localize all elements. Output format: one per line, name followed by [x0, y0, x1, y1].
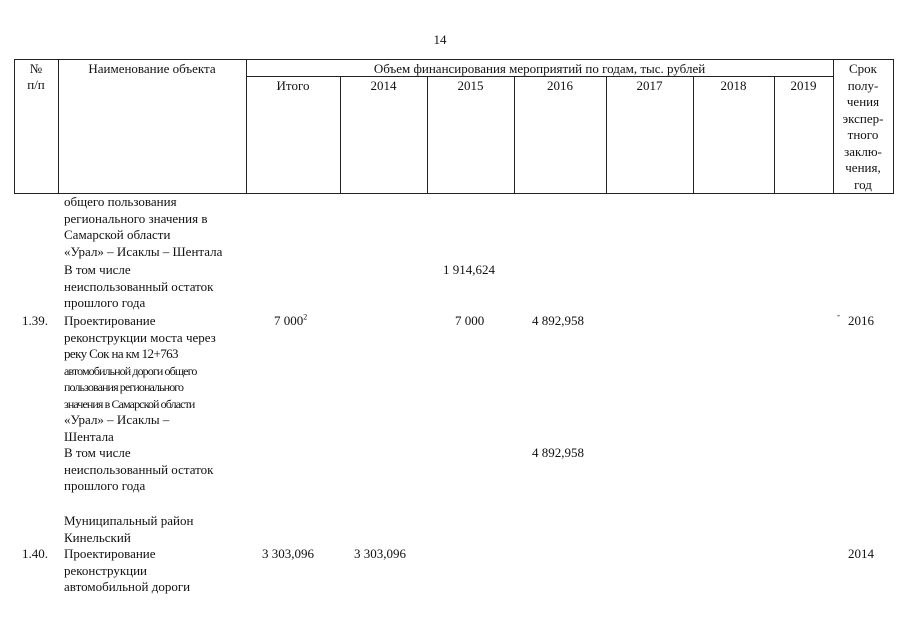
row-140-total: 3 303,096 [262, 546, 314, 561]
header-deadline: Срок полу- чения экспер- тного заклю- чения, год [842, 61, 884, 192]
row-139-deadline-mark: - [837, 310, 840, 320]
header-year-2017: 2017 [636, 78, 663, 93]
row-140-deadline: 2014 [848, 546, 874, 561]
header-funding: Объем финансирования мероприятий по годам, тыс. рублей [373, 61, 706, 76]
row-139-num: 1.39. [22, 313, 48, 328]
row-139-2016: 4 892,958 [532, 313, 584, 328]
header-total: Итого [276, 78, 310, 93]
header-year-2016: 2016 [547, 78, 573, 93]
header-num: № [29, 61, 43, 76]
row-139-deadline: 2016 [848, 313, 874, 328]
table-top-border [14, 59, 893, 60]
row-140-name: Проектирование реконструкции автомобильной дороги [64, 546, 191, 594]
header-year-2019: 2019 [790, 78, 817, 93]
district-name: Муниципальный район Кинельский [64, 513, 194, 545]
row-cont-name: общего пользования регионального значения в Самарской области «Урал» – Исаклы – Шентала [64, 194, 223, 259]
col-border [58, 59, 59, 194]
header-year-2018: 2018 [720, 78, 747, 93]
row-140-2014: 3 303,096 [354, 546, 406, 561]
row-139-name: Проектирование реконструкции моста через реку Сок на км 12+763 автомобильной дороги общего пользования регионального значения в Самарской области «Урал» – Исаклы – Шентала [64, 313, 216, 444]
row-139-total: 7 $000^2$ [274, 312, 308, 328]
row-cont-sub-2015: 1 914,624 [443, 262, 495, 277]
row-139-2015: 7 000 [455, 313, 485, 328]
row-cont-sub-name: В том числе неиспользованный остаток прошлого года [64, 262, 214, 310]
row-139-sub-name: В том числе неиспользованный остаток прошлого года [64, 445, 214, 493]
col-border [893, 59, 894, 194]
row-139-sub-2016: 4 892,958 [532, 445, 584, 460]
row-140-num: 1.40. [22, 546, 48, 561]
page-number: 14 [433, 32, 447, 47]
header-num-2: п/п [27, 77, 45, 92]
header-year-2014: 2014 [370, 78, 397, 93]
header-name: Наименование объекта [88, 61, 216, 76]
header-year-2015: 2015 [457, 78, 484, 93]
